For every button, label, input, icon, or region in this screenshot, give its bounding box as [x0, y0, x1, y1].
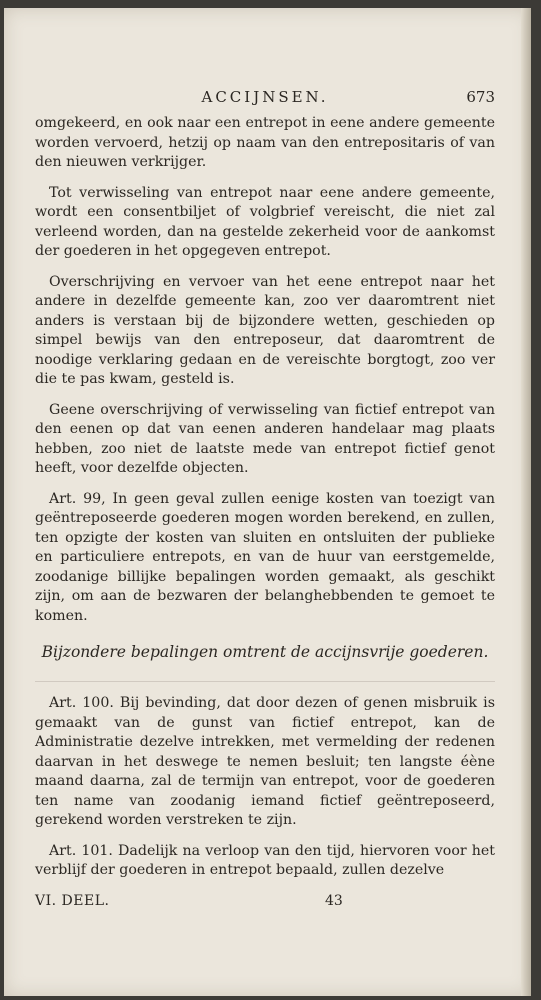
paragraph: Tot verwisseling van entrepot naar eene andere gemeente, wordt een consentbiljet of volgbrief vereischt, die niet zal verleend worden, dan na gestelde zekerheid voor de aankomst der goederen in het opgegeven entrepot.	[35, 184, 495, 259]
article-101: Art. 101. Dadelijk na verloop van den tijd, hiervoren voor het verblijf der goederen in entrepot bepaald, zullen dezelve	[35, 842, 495, 878]
page-spine-shadow	[521, 8, 531, 996]
paragraph: Geene overschrijving of verwisseling van fictief entrepot van den eenen op dat van eenen anderen handelaar mag plaats hebben, zoo niet de laatste mede van entrepot fictief genot heeft, voor dezelfde objecten.	[35, 401, 495, 476]
article-99: Art. 99, In geen geval zullen eenige kosten van toezigt van geëntreposeerde goederen mogen worden berekend, en zullen, ten opzigte der kosten van sluiten en ontsluiten der publieke en particuliere entrepots, en van de huur van eerstgemelde, zoodanige billijke bepalingen worden gemaakt, als geschikt zijn, om aan de bezwaren der belanghebbenden te gemoet te komen.	[35, 490, 495, 624]
running-head	[35, 88, 495, 114]
section-heading: Bijzondere bepalingen omtrent de accijnsvrije goederen.	[41, 643, 489, 661]
volume-signature: VI. DEEL.	[35, 892, 110, 909]
signature-mark: 43	[325, 892, 343, 909]
page-text-block	[35, 88, 495, 912]
page-footer	[35, 892, 495, 912]
article-100: Art. 100. Bij bevinding, dat door dezen of genen misbruik is gemaakt van de gunst van fictief entrepot, kan de Administratie dezelve intrekken, met vermelding der redenen daarvan in het deswege te nemen besluit; ten langste éène maand daarna, zal de termijn van entrepot, voor de goederen ten name van zoodanig iemand fictief geëntreposeerd, gerekend worden verstreken te zijn.	[35, 695, 495, 828]
page-number: 673	[466, 88, 495, 106]
running-title: ACCIJNSEN.	[201, 88, 329, 106]
book-page	[4, 8, 531, 996]
paragraph-continuation: omgekeerd, en ook naar een entrepot in eene andere gemeente worden vervoerd, hetzij op naam van den entrepositaris of van den nieuwen verkrijger.	[35, 115, 495, 170]
paragraph: Overschrijving en vervoer van het eene entrepot naar het andere in dezelfde gemeente kan, zoo ver daaromtrent niet anders is verstaan bij de bijzondere wetten, geschieden op simpel bewijs van den entreposeur, dat daaromtrent de noodige verklaring gedaan en de vereischte borgtogt, zoo ver die te pas kwam, gesteld is.	[35, 273, 495, 387]
faint-rule	[35, 681, 495, 682]
